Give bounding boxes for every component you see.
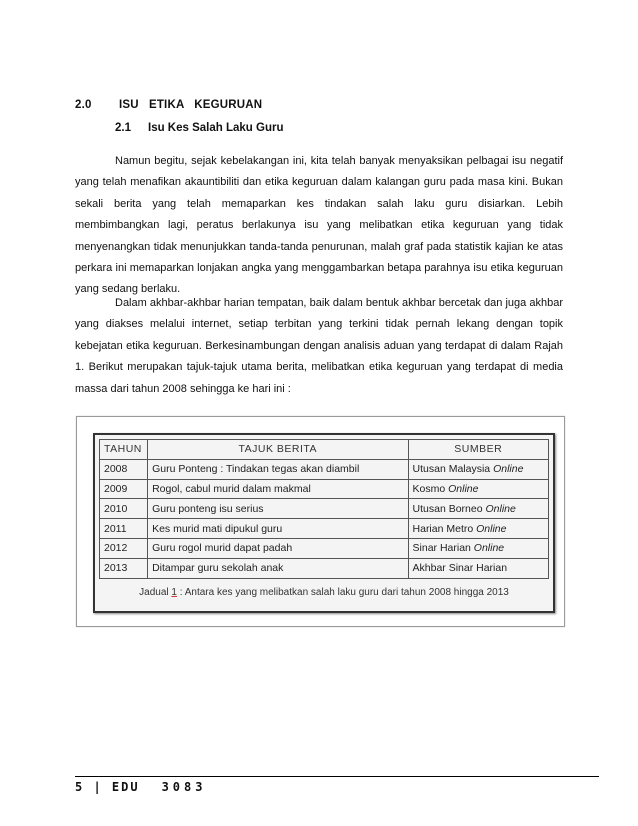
table-row (100, 558, 549, 578)
table-row (100, 499, 549, 519)
row-title: Guru Ponteng : Tindakan tegas akan diambil (148, 459, 408, 479)
news-table (99, 439, 549, 579)
table-row (100, 459, 549, 479)
row-year: 2011 (100, 519, 148, 539)
section-number: 2.0 (75, 99, 92, 111)
table-caption: Jadual 1 : Antara kes yang melibatkan salah laku guru dari tahun 2008 hingga 2013 (139, 587, 509, 598)
table-row (100, 538, 549, 558)
footer-course-code: 3083 (161, 780, 207, 794)
subsection-number: 2.1 (115, 122, 131, 134)
row-title: Guru ponteng isu serius (148, 499, 408, 519)
row-title: Kes murid mati dipukul guru (148, 519, 408, 539)
section-title: ISU ETIKA KEGURUAN (119, 99, 263, 111)
row-year: 2013 (100, 558, 148, 578)
row-source: Kosmo Online (408, 479, 548, 499)
row-year: 2009 (100, 479, 148, 499)
paragraph-2: Dalam akhbar-akhbar harian tempatan, baik dalam bentuk akhbar bercetak dan juga akhbar yang diakses melalui internet, setiap terbitan yang terkini tidak pernah lekang dengan topik kebejatan etika keguruan. Berkesinambungan dengan analisis aduan yang terdapat di dalam Rajah 1. Berikut merupakan tajuk-tajuk utama berita, melibatkan etika keguruan yang terdapat di media massa dari tahun 2008 sehingga ke hari ini : (75, 297, 563, 395)
section-heading (75, 99, 262, 111)
page-footer (75, 780, 206, 794)
header-source: SUMBER (408, 440, 548, 460)
header-title: TAJUK BERITA (148, 440, 408, 460)
row-title: Guru rogol murid dapat padah (148, 538, 408, 558)
row-title: Rogol, cabul murid dalam makmal (148, 479, 408, 499)
footer-page: 5 | EDU (75, 780, 140, 794)
paragraph-1: Namun begitu, sejak kebelakangan ini, kita telah banyak menyaksikan pelbagai isu negatif yang telah menafikan akauntibiliti dan etika keguruan dalam kalangan guru pada masa kini. Bukan sekali berita yang telah memaparkan kes tindakan salah laku guru disiarkan. Lebih membimbangkan lagi, peratus berlakunya isu yang melibatkan etika keguruan yang tidak menyenangkan tidak menunjukkan tanda-tanda penurunan, malah graf pada statistik kajian ke atas perkara ini memaparkan lonjakan angka yang menggambarkan betapa parahnya isu etika keguruan yang sedang berlaku. (75, 155, 563, 296)
subsection-heading (115, 122, 283, 134)
table-header-row (100, 440, 549, 460)
row-source: Akhbar Sinar Harian (408, 558, 548, 578)
row-source: Harian Metro Online (408, 519, 548, 539)
table-row (100, 479, 549, 499)
row-source: Utusan Borneo Online (408, 499, 548, 519)
row-title: Ditampar guru sekolah anak (148, 558, 408, 578)
subsection-title: Isu Kes Salah Laku Guru (148, 122, 284, 134)
row-year: 2012 (100, 538, 148, 558)
table-image (93, 433, 555, 613)
footer-divider (75, 776, 599, 777)
row-year: 2008 (100, 459, 148, 479)
row-source: Sinar Harian Online (408, 538, 548, 558)
table-figure (76, 416, 565, 627)
row-year: 2010 (100, 499, 148, 519)
table-row (100, 519, 549, 539)
header-year: TAHUN (100, 440, 148, 460)
row-source: Utusan Malaysia Online (408, 459, 548, 479)
